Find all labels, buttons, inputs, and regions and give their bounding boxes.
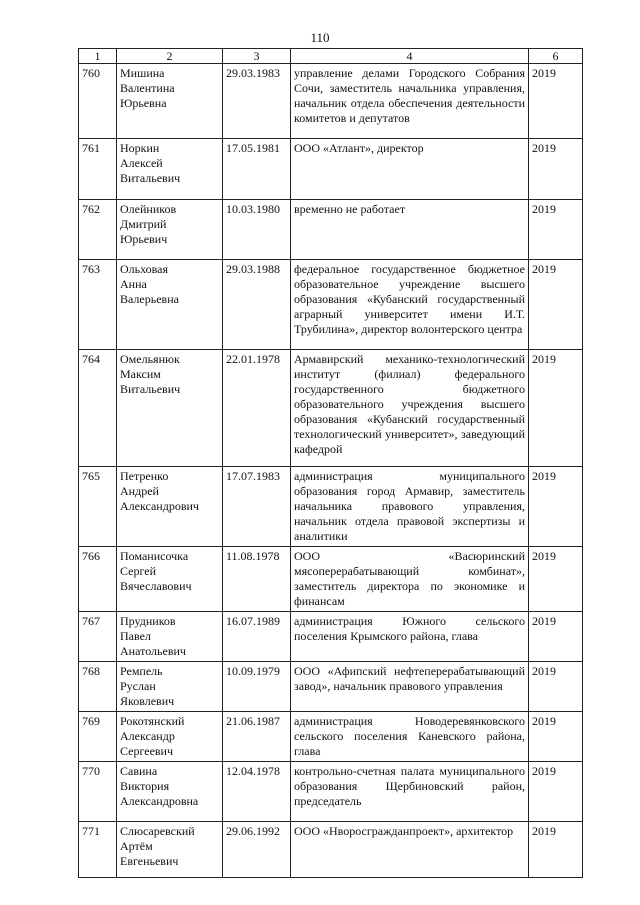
birth-date: 29.06.1992 (223, 822, 291, 878)
column-header: 3 (223, 49, 291, 64)
name-part: Артём (120, 839, 153, 853)
year: 2019 (529, 200, 583, 260)
birth-date: 21.06.1987 (223, 712, 291, 762)
column-header: 6 (529, 49, 583, 64)
row-number: 760 (79, 64, 117, 139)
name-part: Сергей (120, 564, 156, 578)
workplace: ООО «Нворосгражданпроект», архитектор (291, 822, 529, 878)
birth-date: 12.04.1978 (223, 762, 291, 822)
name-part: Александр (120, 729, 175, 743)
table-row (79, 822, 583, 878)
table-row (79, 712, 583, 762)
year: 2019 (529, 350, 583, 467)
workplace: администрация муниципального образования город Армавир, заместитель начальника правового управления, начальник отдела правовой экспертизы и аналитики (291, 467, 529, 547)
name-part: Валентина (120, 81, 175, 95)
table-row (79, 467, 583, 547)
person-name (117, 467, 223, 547)
year: 2019 (529, 662, 583, 712)
table-row (79, 64, 583, 139)
row-number: 763 (79, 260, 117, 350)
column-header: 2 (117, 49, 223, 64)
name-part: Павел (120, 629, 151, 643)
row-number: 766 (79, 547, 117, 612)
person-name (117, 762, 223, 822)
name-part: Анна (120, 277, 147, 291)
birth-date: 16.07.1989 (223, 612, 291, 662)
birth-date: 17.07.1983 (223, 467, 291, 547)
name-part: Витальевич (120, 382, 181, 396)
person-name (117, 139, 223, 200)
table-row (79, 612, 583, 662)
birth-date: 10.03.1980 (223, 200, 291, 260)
year: 2019 (529, 612, 583, 662)
workplace: контрольно-счетная палата муниципального образования Щербиновский район, председатель (291, 762, 529, 822)
year: 2019 (529, 822, 583, 878)
person-name (117, 662, 223, 712)
row-number: 761 (79, 139, 117, 200)
name-part: Петренко (120, 469, 169, 483)
year: 2019 (529, 139, 583, 200)
table-row (79, 350, 583, 467)
year: 2019 (529, 712, 583, 762)
name-part: Савина (120, 764, 158, 778)
name-part: Вячеславович (120, 579, 192, 593)
year: 2019 (529, 467, 583, 547)
name-part: Витальевич (120, 171, 181, 185)
column-header: 4 (291, 49, 529, 64)
row-number: 767 (79, 612, 117, 662)
name-part: Юрьевна (120, 96, 167, 110)
workplace: ООО «Атлант», директор (291, 139, 529, 200)
person-name (117, 260, 223, 350)
person-name (117, 822, 223, 878)
name-part: Яковлевич (120, 694, 175, 708)
name-part: Дмитрий (120, 217, 167, 231)
workplace: Армавирский механико-технологический институт (филиал) федерального государственного бюджетного образовательного учреждения высшего образования «Кубанский государственный технологический университет», заведующий кафедрой (291, 350, 529, 467)
row-number: 768 (79, 662, 117, 712)
workplace: федеральное государственное бюджетное образовательное учреждение высшего образования «Кубанский государственный аграрный университет имени И.Т. Трубилина», директор волонтерского центра (291, 260, 529, 350)
person-name (117, 712, 223, 762)
name-part: Александрович (120, 499, 199, 513)
table-row (79, 200, 583, 260)
row-number: 769 (79, 712, 117, 762)
row-number: 762 (79, 200, 117, 260)
workplace: управление делами Городского Собрания Сочи, заместитель начальника управления, начальник отдела обеспечения деятельности комитетов и депутатов (291, 64, 529, 139)
table-row (79, 260, 583, 350)
column-header: 1 (79, 49, 117, 64)
name-part: Мишина (120, 66, 165, 80)
name-part: Виктория (120, 779, 170, 793)
name-part: Ольховая (120, 262, 169, 276)
birth-date: 10.09.1979 (223, 662, 291, 712)
year: 2019 (529, 762, 583, 822)
name-part: Руслан (120, 679, 156, 693)
name-part: Омельянюк (120, 352, 180, 366)
table-row (79, 762, 583, 822)
row-number: 771 (79, 822, 117, 878)
name-part: Евгеньевич (120, 854, 179, 868)
name-part: Валерьевна (120, 292, 179, 306)
table-row (79, 662, 583, 712)
birth-date: 29.03.1988 (223, 260, 291, 350)
person-name (117, 547, 223, 612)
name-part: Александровна (120, 794, 199, 808)
name-part: Алексей (120, 156, 163, 170)
workplace: администрация Новодеревянковского сельского поселения Каневского района, глава (291, 712, 529, 762)
year: 2019 (529, 260, 583, 350)
year: 2019 (529, 547, 583, 612)
person-name (117, 350, 223, 467)
birth-date: 29.03.1983 (223, 64, 291, 139)
name-part: Поманисочка (120, 549, 189, 563)
year: 2019 (529, 64, 583, 139)
birth-date: 17.05.1981 (223, 139, 291, 200)
name-part: Максим (120, 367, 161, 381)
name-part: Рокотянский (120, 714, 185, 728)
name-part: Анатольевич (120, 644, 186, 658)
workplace: ООО «Афипский нефтеперерабатывающий завод», начальник правового управления (291, 662, 529, 712)
name-part: Юрьевич (120, 232, 168, 246)
name-part: Норкин (120, 141, 160, 155)
name-part: Сергеевич (120, 744, 174, 758)
workplace: временно не работает (291, 200, 529, 260)
person-name (117, 612, 223, 662)
registry-table (78, 48, 583, 878)
header-row (79, 49, 583, 64)
name-part: Андрей (120, 484, 159, 498)
row-number: 770 (79, 762, 117, 822)
name-part: Олейников (120, 202, 177, 216)
birth-date: 22.01.1978 (223, 350, 291, 467)
workplace: ООО «Васюринский мясоперерабатывающий комбинат», заместитель директора по экономике и финансам (291, 547, 529, 612)
row-number: 765 (79, 467, 117, 547)
name-part: Ремпель (120, 664, 163, 678)
name-part: Прудников (120, 614, 176, 628)
table-row (79, 139, 583, 200)
person-name (117, 64, 223, 139)
table-row (79, 547, 583, 612)
row-number: 764 (79, 350, 117, 467)
workplace: администрация Южного сельского поселения Крымского района, глава (291, 612, 529, 662)
person-name (117, 200, 223, 260)
table-body (79, 64, 583, 878)
birth-date: 11.08.1978 (223, 547, 291, 612)
name-part: Слюсаревский (120, 824, 195, 838)
page-number: 110 (310, 30, 330, 45)
